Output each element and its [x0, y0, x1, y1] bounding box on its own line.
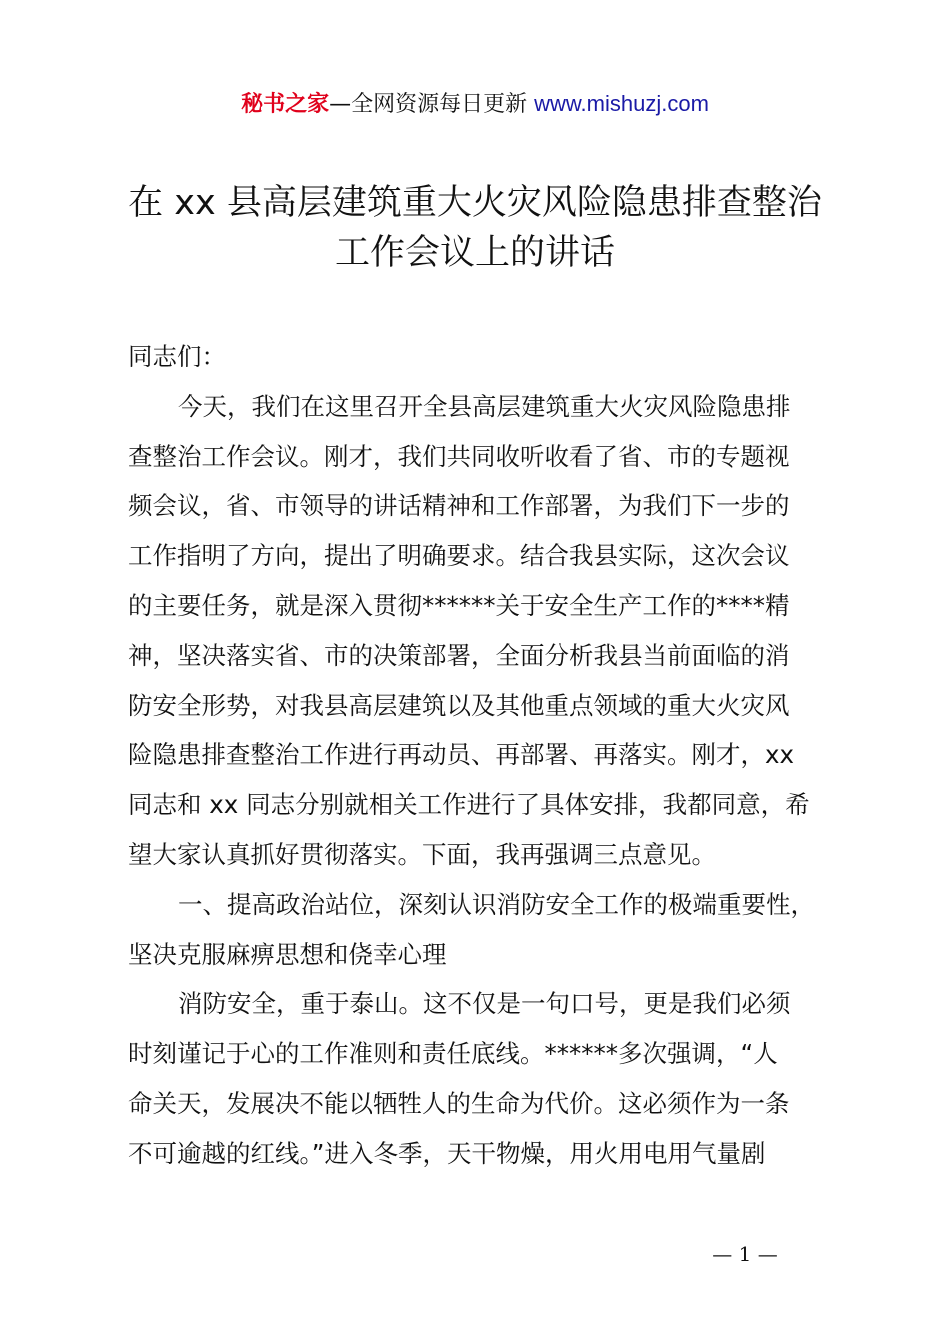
- salutation: 同志们：: [128, 342, 226, 371]
- section-heading-line: 一、提高政治站位，深刻认识消防安全工作的极端重要性，: [178, 889, 815, 919]
- body-line: 神，坚决落实省、市的决策部署，全面分析我县当前面临的消: [128, 640, 790, 670]
- site-header: [0, 88, 950, 121]
- body-line: 今天，我们在这里召开全县高层建筑重大火灾风险隐患排: [178, 391, 791, 421]
- body-line: 防安全形势，对我县高层建筑以及其他重点领域的重大火灾风: [128, 690, 790, 720]
- body-line: 望大家认真抓好贯彻落实。下面，我再强调三点意见。: [128, 839, 716, 869]
- body-line: 消防安全，重于泰山。这不仅是一句口号，更是我们必须: [178, 989, 791, 1019]
- body-line: 不可逾越的红线。”进入冬季，天干物燥，用火用电用气量剧: [128, 1138, 766, 1168]
- site-brand: 秘书之家: [241, 92, 330, 117]
- document-title: [110, 178, 840, 278]
- title-line-1: 在 xx 县高层建筑重大火灾风险隐患排查整治: [128, 183, 822, 223]
- body-line: 同志和 xx 同志分别就相关工作进行了具体安排，我都同意，希: [128, 790, 810, 820]
- document-body: [128, 332, 832, 1179]
- body-line: 时刻谨记于心的工作准则和责任底线。******多次强调，“人: [128, 1039, 778, 1069]
- site-url-link[interactable]: www.mishuzj.com: [534, 91, 709, 116]
- body-line: 查整治工作会议。刚才，我们共同收听收看了省、市的专题视: [128, 441, 790, 471]
- body-line: 的主要任务，就是深入贯彻******关于安全生产工作的****精: [128, 590, 790, 620]
- section-heading-line: 坚决克服麻痹思想和侥幸心理: [128, 939, 447, 969]
- body-line: 命关天，发展决不能以牺牲人的生命为代价。这必须作为一条: [128, 1088, 790, 1118]
- site-tagline: —全网资源每日更新: [329, 92, 535, 117]
- body-line: 工作指明了方向，提出了明确要求。结合我县实际，这次会议: [128, 541, 790, 571]
- body-line: 险隐患排查整治工作进行再动员、再部署、再落实。刚才，xx: [128, 740, 794, 770]
- page-number: — 1 —: [712, 1242, 778, 1266]
- title-line-2: 工作会议上的讲话: [334, 233, 615, 273]
- body-line: 频会议，省、市领导的讲话精神和工作部署，为我们下一步的: [128, 491, 790, 521]
